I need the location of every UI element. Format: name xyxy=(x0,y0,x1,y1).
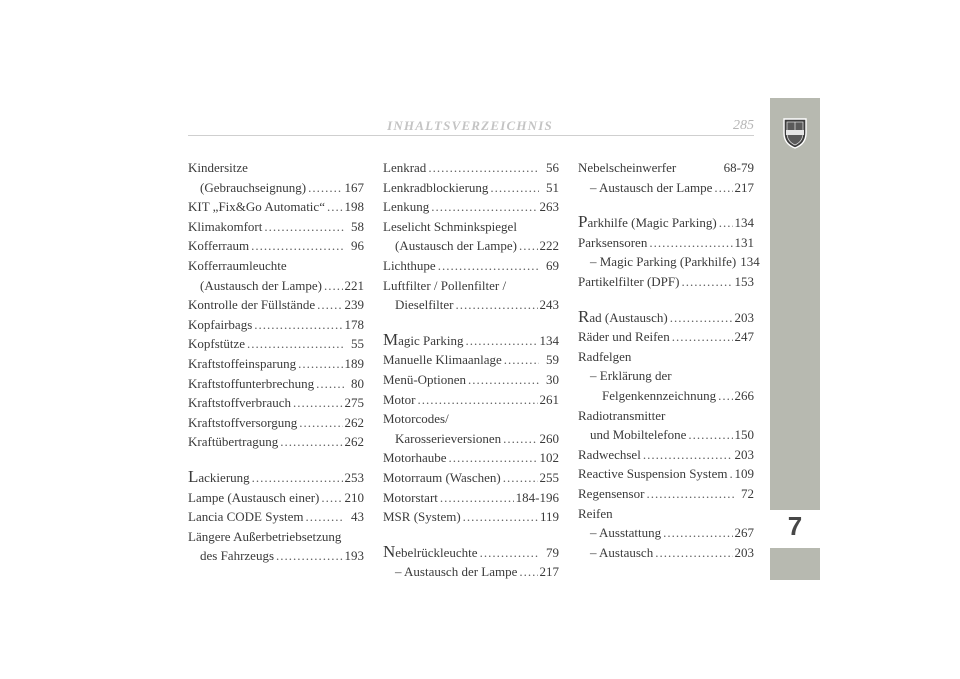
index-heading: Reifen xyxy=(578,505,613,521)
entry-text: Felgenkennzeichnung xyxy=(602,387,717,403)
index-entry xyxy=(578,543,754,563)
entry-page: 261 xyxy=(539,391,559,407)
entry-text: Regensensor xyxy=(578,485,645,501)
entry-text: Kopfstütze xyxy=(188,336,246,352)
leader-dots xyxy=(503,429,537,449)
leader-dots xyxy=(688,425,732,445)
entry-page: 72 xyxy=(741,485,754,501)
leader-dots xyxy=(438,256,539,276)
page-number: 285 xyxy=(733,118,754,133)
leader-dots xyxy=(670,308,733,328)
entry-page: 203 xyxy=(734,446,754,462)
entry-label xyxy=(188,432,278,452)
entry-text: Kraftstoffunterbrechung xyxy=(188,375,315,391)
entry-text: Dieselfilter xyxy=(395,297,454,313)
leader-dots xyxy=(519,236,537,256)
entry-text: – Austausch xyxy=(590,544,654,560)
entry-label xyxy=(590,523,661,543)
entry-label xyxy=(383,197,429,217)
index-entry xyxy=(578,484,754,504)
index-entry xyxy=(188,413,364,433)
entry-label xyxy=(590,425,686,445)
section-gap xyxy=(578,197,754,212)
leader-dots xyxy=(298,354,342,374)
leader-dots xyxy=(316,374,344,394)
entry-page: 167 xyxy=(344,179,364,195)
entry-text: Motor xyxy=(383,391,416,407)
entry-page: 153 xyxy=(734,273,754,289)
entry-text: Kofferraum xyxy=(188,238,250,254)
header-title: INHALTSVERZEICHNIS xyxy=(387,118,553,133)
entry-text: (Gebrauchseignung) xyxy=(200,179,307,195)
entry-text: Lenkrad xyxy=(383,160,427,175)
index-entry xyxy=(188,236,364,256)
entry-page: 189 xyxy=(344,355,364,371)
leader-dots xyxy=(418,390,538,410)
entry-text: agic Parking xyxy=(398,332,464,348)
leader-dots xyxy=(449,448,538,468)
entry-text: Kraftstoffverbrauch xyxy=(188,395,291,411)
entry-page: 69 xyxy=(546,257,559,273)
entry-label xyxy=(590,252,736,272)
entry-page: 253 xyxy=(344,469,364,485)
entry-label xyxy=(383,330,463,351)
entry-page: 263 xyxy=(539,199,559,215)
entry-page: 68-79 xyxy=(723,160,754,175)
entry-label xyxy=(383,158,426,178)
entry-text: ad (Austausch) xyxy=(589,309,668,325)
section-gap xyxy=(383,315,559,330)
entry-page: 102 xyxy=(539,450,559,466)
index-entry xyxy=(383,370,559,390)
index-entry xyxy=(188,467,364,488)
index-entry xyxy=(383,448,559,468)
entry-label xyxy=(590,178,712,198)
entry-page: 267 xyxy=(734,525,754,541)
index-column-2 xyxy=(383,158,559,582)
entry-label xyxy=(383,468,501,488)
entry-page: 119 xyxy=(539,509,559,525)
index-heading: Motorcodes/ xyxy=(383,411,449,427)
entry-label xyxy=(578,464,728,484)
leader-dots xyxy=(649,233,732,253)
entry-label xyxy=(578,158,676,178)
entry-label xyxy=(383,256,436,276)
entry-label xyxy=(395,429,501,449)
entry-text: des Fahrzeugs xyxy=(200,548,275,564)
leader-dots xyxy=(317,295,342,315)
index-entry xyxy=(578,307,754,328)
index-entry xyxy=(383,468,559,488)
entry-page: 59 xyxy=(546,352,559,368)
entry-page: 243 xyxy=(539,297,559,313)
leader-dots xyxy=(730,464,733,484)
index-entry xyxy=(188,197,364,217)
leader-dots xyxy=(480,543,539,563)
index-entry xyxy=(578,158,754,178)
index-entry xyxy=(578,523,754,543)
entry-text: Lenkung xyxy=(383,199,430,215)
index-entry xyxy=(383,295,559,315)
leader-dots xyxy=(718,386,732,406)
entry-page: 247 xyxy=(734,329,754,345)
entry-text: Kraftstoffversorgung xyxy=(188,414,298,430)
entry-page: 30 xyxy=(546,371,559,387)
entry-label xyxy=(200,276,322,296)
entry-label xyxy=(188,295,315,315)
entry-label xyxy=(590,543,653,563)
index-entry xyxy=(188,432,364,452)
index-entry xyxy=(578,252,760,272)
leader-dots xyxy=(643,445,733,465)
index-entry xyxy=(188,276,364,296)
entry-page: 131 xyxy=(734,234,754,250)
index-entry xyxy=(578,178,754,198)
index-column-3 xyxy=(578,158,760,562)
index-entry xyxy=(383,236,559,256)
entry-label xyxy=(578,212,717,233)
index-entry xyxy=(383,197,559,217)
index-entry xyxy=(188,178,364,198)
entry-page: 178 xyxy=(344,316,364,332)
index-heading: Kindersitze xyxy=(188,160,248,175)
entry-label xyxy=(188,413,297,433)
entry-page: 193 xyxy=(344,548,364,564)
chapter-sidebar xyxy=(770,98,820,580)
index-heading: Kofferraumleuchte xyxy=(188,257,287,273)
entry-initial: N xyxy=(383,541,396,561)
entry-page: 51 xyxy=(546,179,559,195)
entry-page: 134 xyxy=(740,254,760,270)
entry-label xyxy=(188,315,252,335)
index-entry xyxy=(188,217,364,237)
index-heading: Luftfilter / Pollenfilter / xyxy=(383,277,507,293)
entry-page: 150 xyxy=(734,427,754,443)
leader-dots xyxy=(428,158,539,178)
leader-dots xyxy=(663,523,732,543)
index-entry xyxy=(578,386,754,406)
leader-dots xyxy=(468,370,539,390)
index-heading: Radiotransmitter xyxy=(578,407,666,423)
leader-dots xyxy=(463,507,538,527)
leader-dots xyxy=(327,197,343,217)
index-entry xyxy=(383,507,559,527)
entry-label xyxy=(383,448,447,468)
entry-label xyxy=(383,178,488,198)
leader-dots xyxy=(247,334,344,354)
index-heading: – Erklärung der xyxy=(590,368,672,384)
entry-text: Kopfairbags xyxy=(188,316,253,332)
entry-label xyxy=(188,236,249,256)
entry-page: 198 xyxy=(344,199,364,215)
index-entry xyxy=(383,488,559,508)
entry-text: (Austausch der Lampe) xyxy=(395,238,518,254)
leader-dots xyxy=(293,393,343,413)
index-entry xyxy=(578,272,754,292)
entry-label xyxy=(188,393,291,413)
index-entry xyxy=(578,445,754,465)
entry-label xyxy=(200,178,306,198)
entry-text: und Mobiltelefone xyxy=(590,427,687,443)
section-gap xyxy=(383,527,559,542)
entry-page: 221 xyxy=(344,277,364,293)
leader-dots xyxy=(324,276,342,296)
index-entry xyxy=(383,256,559,276)
leader-dots xyxy=(646,484,734,504)
leader-dots xyxy=(306,507,344,527)
entry-text: ebelrückleuchte xyxy=(395,544,478,560)
leader-dots xyxy=(276,546,342,566)
entry-page: 58 xyxy=(351,218,364,234)
index-entry xyxy=(578,212,754,233)
chapter-number: 7 xyxy=(787,511,803,541)
entry-page: 262 xyxy=(344,414,364,430)
index-entry xyxy=(188,374,364,394)
leader-dots xyxy=(321,488,342,508)
entry-label xyxy=(578,445,641,465)
entry-initial: L xyxy=(188,466,199,486)
index-entry xyxy=(188,393,364,413)
entry-label xyxy=(395,236,517,256)
entry-initial: P xyxy=(578,212,588,232)
entry-text: Lenkradblockierung xyxy=(383,179,489,195)
leader-dots xyxy=(719,213,733,233)
entry-initial: R xyxy=(578,306,590,326)
entry-text: Motorraum (Waschen) xyxy=(383,469,501,485)
entry-text: KIT „Fix&Go Automatic“ xyxy=(188,199,325,215)
index-entry xyxy=(383,429,559,449)
entry-page: 222 xyxy=(539,238,559,254)
entry-page: 43 xyxy=(351,509,364,525)
index-entry xyxy=(188,488,364,508)
entry-label xyxy=(383,390,416,410)
entry-page: 260 xyxy=(539,430,559,446)
entry-label xyxy=(188,334,245,354)
entry-text: Manuelle Klimaanlage xyxy=(383,352,502,368)
entry-label xyxy=(578,272,679,292)
entry-text: Motorstart xyxy=(383,489,438,505)
entry-label xyxy=(188,488,319,508)
index-column-1 xyxy=(188,158,364,566)
section-gap xyxy=(578,292,754,307)
entry-text: arkhilfe (Magic Parking) xyxy=(587,215,717,231)
leader-dots xyxy=(264,217,344,237)
leader-dots xyxy=(308,178,342,198)
index-entry xyxy=(188,334,364,354)
entry-text: Karosserieversionen xyxy=(395,430,502,446)
index-entry xyxy=(383,350,559,370)
index-entry xyxy=(188,295,364,315)
section-gap xyxy=(188,452,364,467)
entry-text: (Austausch der Lampe) xyxy=(200,277,323,293)
index-entry xyxy=(578,425,754,445)
entry-text: – Austausch der Lampe xyxy=(590,179,713,195)
entry-text: Radwechsel xyxy=(578,446,641,462)
leader-dots xyxy=(251,236,344,256)
entry-text: Reactive Suspension System xyxy=(578,466,728,482)
entry-label xyxy=(578,307,668,328)
leader-dots xyxy=(490,178,539,198)
entry-page: 184-196 xyxy=(515,489,559,505)
index-entry xyxy=(383,158,559,178)
leader-dots xyxy=(655,543,732,563)
entry-text: Kontrolle der Füllstände xyxy=(188,297,316,313)
entry-label xyxy=(383,488,438,508)
index-heading: Radfelgen xyxy=(578,348,632,364)
entry-label xyxy=(188,374,314,394)
leader-dots xyxy=(465,331,537,351)
entry-page: 79 xyxy=(546,544,559,560)
entry-label xyxy=(395,295,453,315)
index-entry xyxy=(188,354,364,374)
index-heading: Längere Außerbetriebsetzung xyxy=(188,528,342,544)
index-entry xyxy=(578,327,754,347)
entry-page: 80 xyxy=(351,375,364,391)
leader-dots xyxy=(455,295,537,315)
entry-page: 210 xyxy=(344,489,364,505)
entry-label xyxy=(188,197,325,217)
entry-text: Kraftübertragung xyxy=(188,434,279,450)
entry-text: Lancia CODE System xyxy=(188,509,304,525)
entry-label xyxy=(383,370,466,390)
index-entry xyxy=(188,507,364,527)
entry-text: Parksensoren xyxy=(578,234,648,250)
entry-label xyxy=(578,327,670,347)
entry-page: 134 xyxy=(539,332,559,348)
index-entry xyxy=(578,233,754,253)
index-entry xyxy=(383,542,559,563)
leader-dots xyxy=(252,468,343,488)
entry-label xyxy=(188,467,250,488)
entry-label xyxy=(383,350,502,370)
entry-page: 262 xyxy=(344,434,364,450)
entry-text: ackierung xyxy=(198,469,250,485)
entry-label xyxy=(200,546,274,566)
entry-page: 203 xyxy=(734,309,754,325)
entry-page: 134 xyxy=(734,215,754,231)
leader-dots xyxy=(431,197,537,217)
entry-text: Klimakomfort xyxy=(188,218,263,234)
leader-dots xyxy=(681,272,732,292)
entry-label xyxy=(395,562,517,582)
entry-label xyxy=(383,542,478,563)
index-heading: Leselicht Schminkspiegel xyxy=(383,218,517,234)
index-entry xyxy=(578,464,754,484)
entry-page: 275 xyxy=(344,395,364,411)
leader-dots xyxy=(714,178,732,198)
header-rule xyxy=(188,135,754,136)
entry-initial: M xyxy=(383,329,399,349)
entry-page: 239 xyxy=(344,297,364,313)
index-entry xyxy=(383,562,559,582)
leader-dots xyxy=(254,315,342,335)
entry-page: 56 xyxy=(546,160,559,175)
leader-dots xyxy=(440,488,514,508)
index-entry xyxy=(383,330,559,351)
leader-dots xyxy=(519,562,537,582)
leader-dots xyxy=(503,468,538,488)
entry-label xyxy=(188,354,296,374)
index-entry xyxy=(188,546,364,566)
entry-page: 266 xyxy=(734,387,754,403)
entry-label xyxy=(578,484,644,504)
entry-text: Menü-Optionen xyxy=(383,371,467,387)
entry-text: Kraftstoffeinsparung xyxy=(188,355,297,371)
index-entry xyxy=(383,178,559,198)
leader-dots xyxy=(672,327,733,347)
entry-text: Lampe (Austausch einer) xyxy=(188,489,320,505)
entry-label xyxy=(383,507,461,527)
lancia-logo-icon xyxy=(782,116,808,150)
entry-text: Motorhaube xyxy=(383,450,447,466)
entry-text: MSR (System) xyxy=(383,509,461,525)
entry-text: – Magic Parking (Parkhilfe) xyxy=(590,254,737,270)
entry-text: Räder und Reifen xyxy=(578,329,670,345)
entry-text: Partikelfilter (DPF) xyxy=(578,273,680,289)
entry-page: 255 xyxy=(539,469,559,485)
index-entry xyxy=(383,390,559,410)
entry-page: 217 xyxy=(734,179,754,195)
entry-page: 96 xyxy=(351,238,364,254)
entry-label xyxy=(602,386,716,406)
entry-text: – Ausstattung xyxy=(590,525,662,541)
index-entry xyxy=(188,315,364,335)
leader-dots xyxy=(504,350,539,370)
entry-label xyxy=(188,507,304,527)
entry-label xyxy=(578,233,647,253)
leader-dots xyxy=(280,432,342,452)
entry-text: Lichthupe xyxy=(383,257,436,273)
entry-text: Nebelscheinwerfer xyxy=(578,160,677,175)
entry-page: 55 xyxy=(351,336,364,352)
entry-page: 217 xyxy=(539,564,559,580)
entry-label xyxy=(188,217,262,237)
leader-dots xyxy=(299,413,342,433)
entry-text: – Austausch der Lampe xyxy=(395,564,518,580)
entry-page: 203 xyxy=(734,544,754,560)
entry-page: 109 xyxy=(734,466,754,482)
